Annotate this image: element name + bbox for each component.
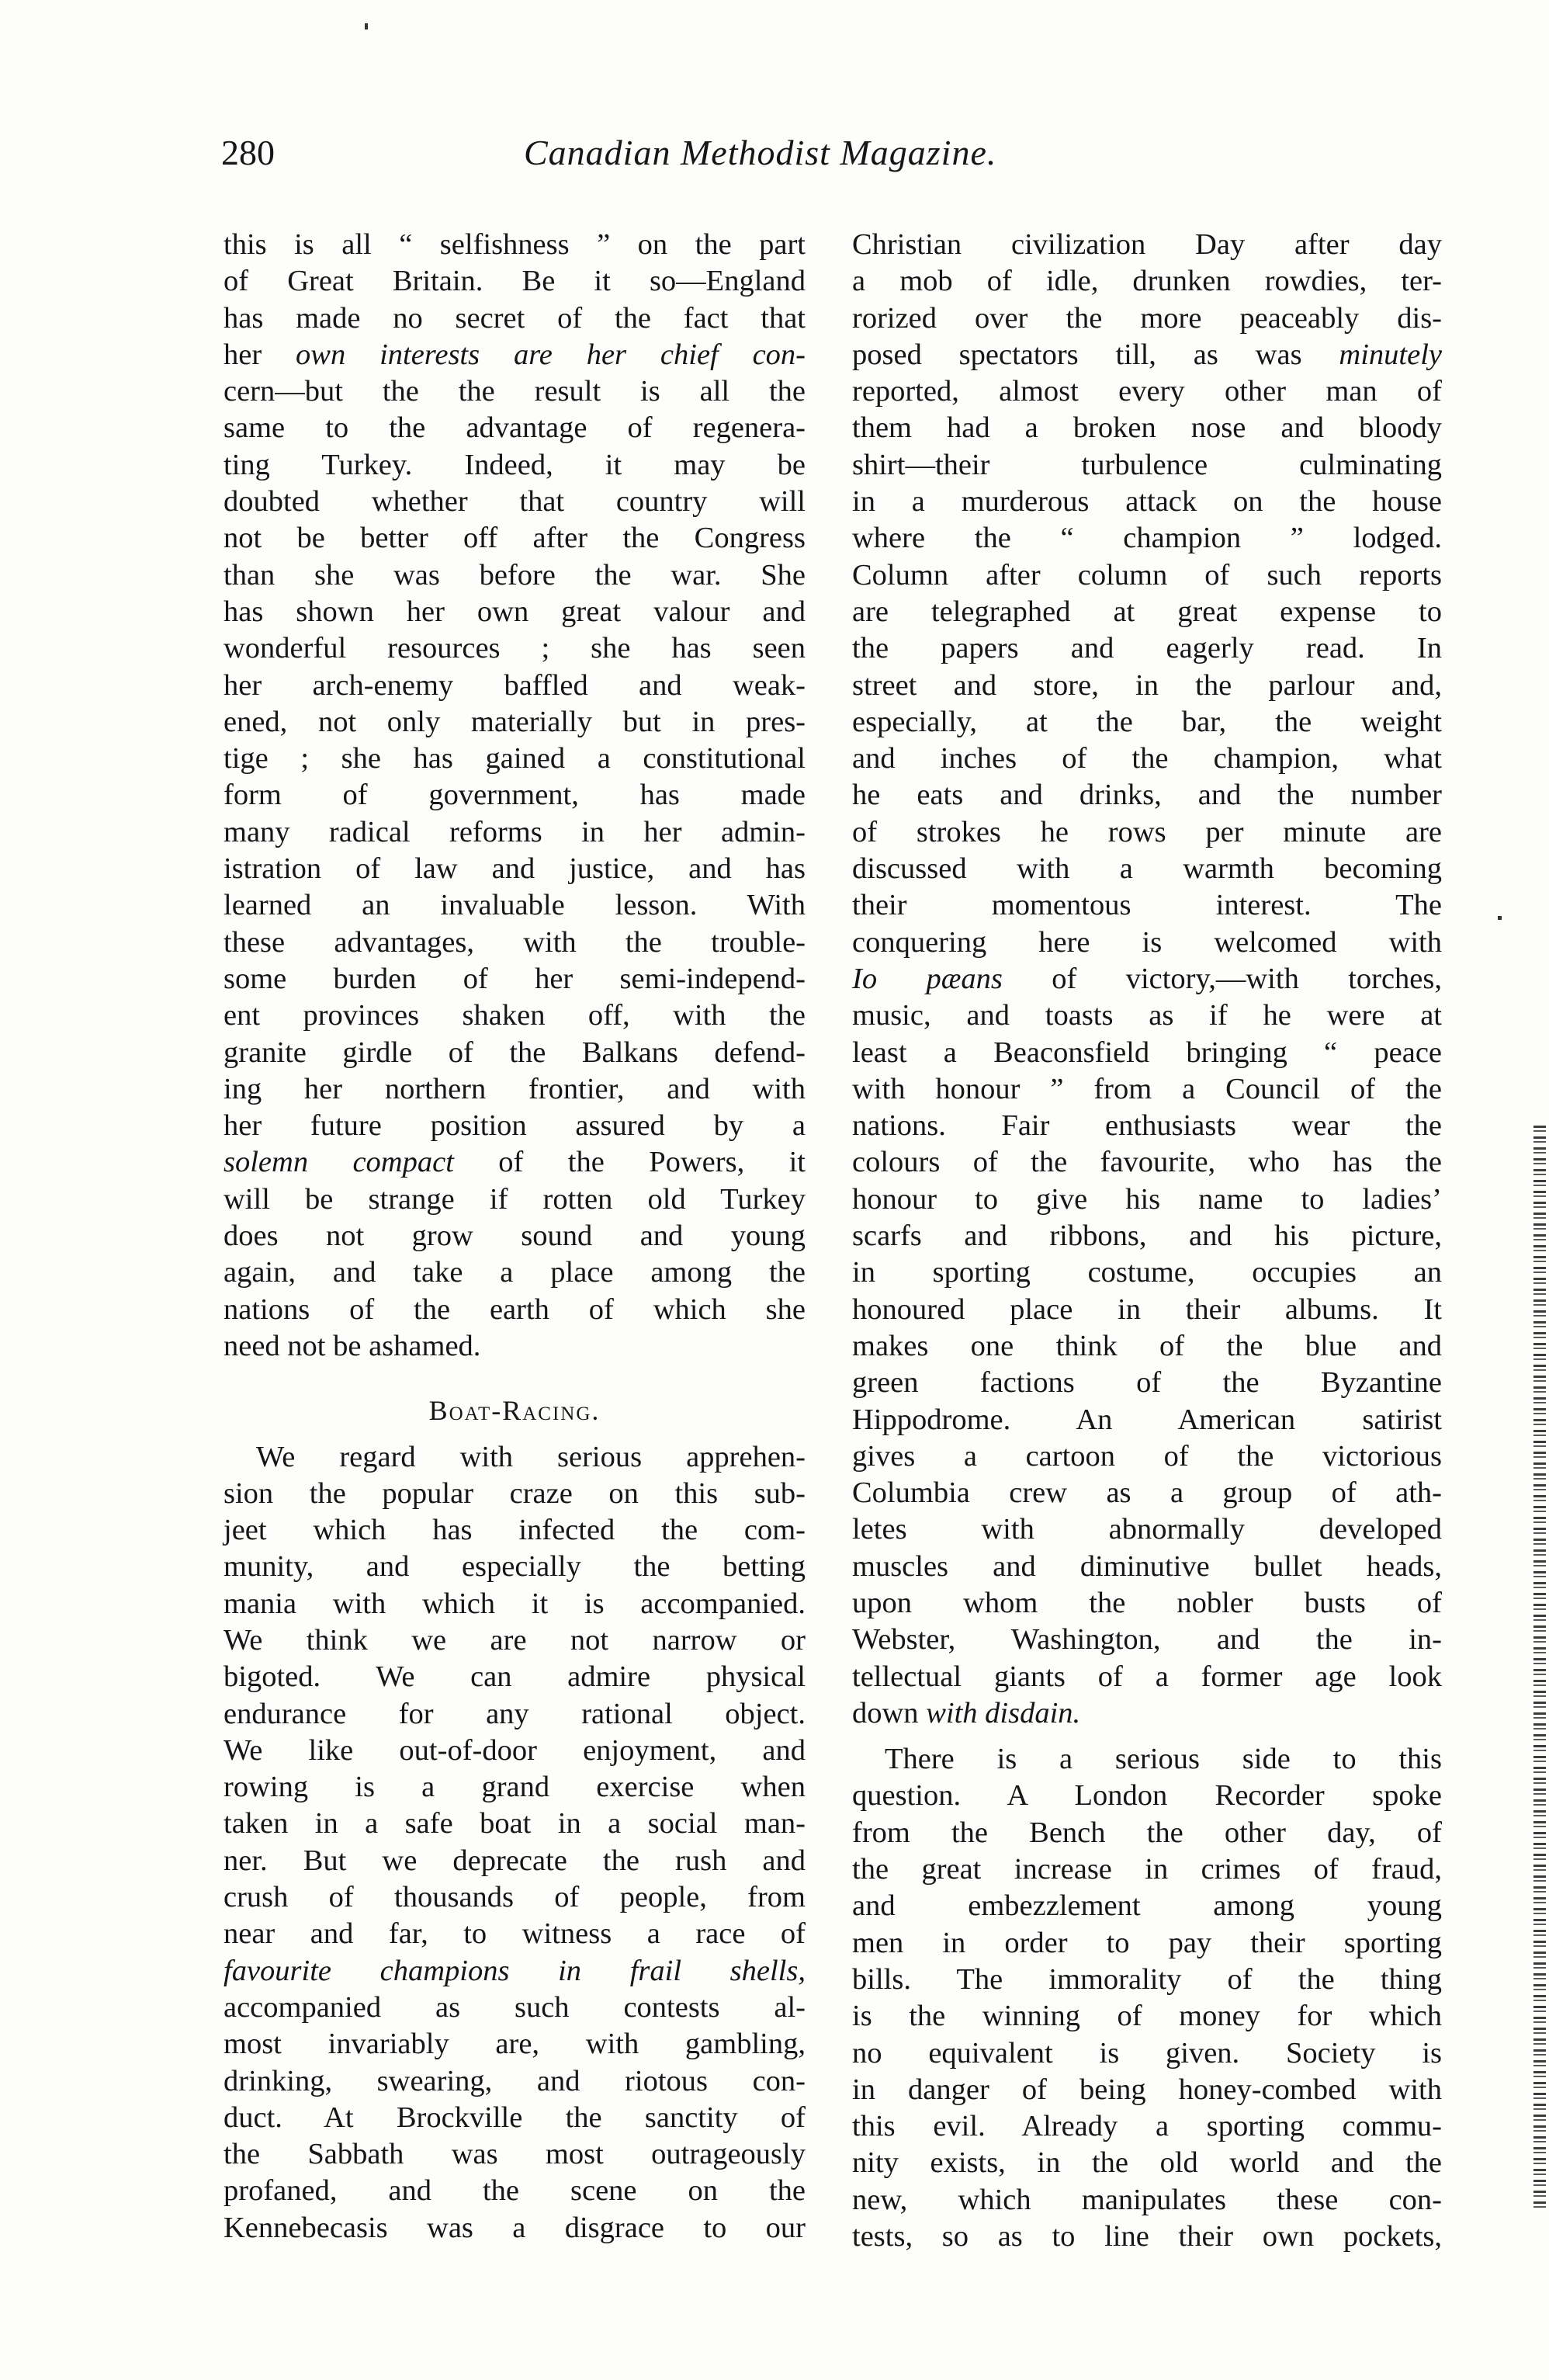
text-line: ened, not only materially but in pres- [224,705,806,738]
text-line: not be better off after the Congress [224,522,806,555]
text-line: he eats and drinks, and the number [852,779,1442,812]
text-line: the great increase in crimes of fraud, [852,1853,1442,1886]
text-line: her arch-enemy baffled and weak- [224,668,806,702]
emphasis: with disdain. [926,1696,1081,1729]
text-line: rowing is a grand exercise when [224,1771,806,1804]
text-line: ting Turkey. Indeed, it may be [224,448,806,481]
text-line: are telegraphed at great expense to [852,595,1442,628]
paragraph [224,227,806,1365]
text-line: honoured place in their albums. It [852,1292,1442,1326]
text-line: Columbia crew as a group of ath- [852,1476,1442,1510]
text-line: We like out-of-door enjoyment, and [224,1733,806,1767]
text-line: tige ; she has gained a constitutional [224,742,806,775]
text-line: than she was before the war. She [224,558,806,592]
text-line: has shown her own great valour and [224,595,806,628]
text-line: down with disdain. [852,1696,1081,1729]
emphasis: solemn compact [224,1146,454,1179]
text-line: bigoted. We can admire physical [224,1660,806,1694]
text-line: this evil. Already a sporting commu- [852,2110,1442,2143]
text-line: in a murderous attack on the house [852,485,1442,519]
text-line: nity exists, in the old world and the [852,2146,1442,2180]
text-line: same to the advantage of regenera- [224,411,806,445]
text-line: ent provinces shaken off, with the [224,999,806,1032]
text-line: least a Beaconsfield bringing “ peace [852,1036,1442,1069]
running-head [221,132,1183,186]
section-heading: Boat-Racing. [428,1395,601,1427]
text-line: letes with abnormally developed [852,1513,1442,1546]
text-line: sion the popular craze on this sub- [224,1476,806,1510]
paragraph [224,1439,806,2247]
text-line: We regard with serious apprehen- [256,1440,806,1473]
scan-edge-marks [1533,1126,1546,2212]
text-line: their momentous interest. The [852,889,1442,922]
text-line: istration of law and justice, and has [224,852,806,886]
right-column [852,227,1442,2255]
text-line: these advantages, with the trouble- [224,925,806,959]
text-line: Webster, Washington, and the in- [852,1623,1442,1657]
paragraph-gap [224,1430,806,1439]
text-line: in danger of being honey-combed with [852,2073,1442,2106]
text-line: tests, so as to line their own pockets, [852,2220,1442,2253]
text-line: solemn compact of the Powers, it [224,1146,806,1179]
paragraph-gap [852,1732,1442,1741]
text-line: and inches of the champion, what [852,742,1442,775]
text-line: discussed with a warmth becoming [852,852,1442,886]
text-line: munity, and especially the betting [224,1550,806,1584]
emphasis: Io pæans [852,962,1003,995]
journal-title: Canadian Methodist Magazine. [524,133,997,172]
text-line: her future position assured by a [224,1109,806,1143]
text-line: tellectual giants of a former age look [852,1660,1442,1693]
text-line: the papers and eagerly read. In [852,632,1442,665]
text-line: drinking, swearing, and riotous con- [224,2064,806,2097]
text-line: honour to give his name to ladies’ [852,1182,1442,1216]
paragraph-gap [224,1365,806,1393]
text-line: reported, almost every other man of [852,375,1442,408]
text-line: ing her northern frontier, and with [224,1072,806,1105]
text-line: Hippodrome. An American satirist [852,1403,1442,1436]
text-line: and embezzlement among young [852,1889,1442,1923]
text-line: nations of the earth of which she [224,1292,806,1326]
text-line: with honour ” from a Council of the [852,1072,1442,1105]
text-line [224,1953,806,1990]
text-line: the Sabbath was most outrageously [224,2138,806,2171]
text-line: of strokes he rows per minute are [852,815,1442,848]
text-line: taken in a safe boat in a social man- [224,1807,806,1841]
text-line: some burden of her semi-independ- [224,962,806,995]
text-line: in sporting costume, occupies an [852,1256,1442,1289]
text-line: of Great Britain. Be it so—England [224,265,806,298]
text-line: conquering here is welcomed with [852,925,1442,959]
text-line: nations. Fair enthusiasts wear the [852,1109,1442,1143]
text-line: makes one think of the blue and [852,1329,1442,1362]
text-line: profaned, and the scene on the [224,2174,806,2208]
text-line: wonderful resources ; she has seen [224,632,806,665]
left-column [224,227,806,2246]
text-line: this is all “ selfishness ” on the part [224,228,806,261]
text-line: street and store, in the parlour and, [852,668,1442,702]
text-line: rorized over the more peaceably dis- [852,301,1442,335]
emphasis: own interests are her chief con- [296,338,806,371]
text-line: Column after column of such reports [852,558,1442,592]
text-line: jeet which has infected the com- [224,1514,806,1547]
text-line: bills. The immorality of the thing [852,1962,1442,1996]
text-line: most invariably are, with gambling, [224,2028,806,2061]
text-line: question. A London Recorder spoke [852,1779,1442,1813]
text-line: where the “ champion ” lodged. [852,522,1442,555]
text-line: upon whom the nobler busts of [852,1586,1442,1619]
text-line: many radical reforms in her admin- [224,815,806,848]
text-line: ner. But we deprecate the rush and [224,1844,806,1877]
text-line: gives a cartoon of the victorious [852,1439,1442,1473]
text-line: learned an invaluable lesson. With [224,889,806,922]
text-line: Christian civilization Day after day [852,228,1442,261]
text-line: crush of thousands of people, from [224,1881,806,1914]
text-line: a mob of idle, drunken rowdies, ter- [852,265,1442,298]
text-line: There is a serious side to this [885,1743,1442,1776]
text-line: need not be ashamed. [224,1329,481,1362]
text-line: granite girdle of the Balkans defend- [224,1036,806,1069]
emphasis: favourite champions in frail shells, [224,1954,806,1987]
text-line: shirt—their turbulence culminating [852,448,1442,481]
text-line: cern—but the the result is all the [224,375,806,408]
text-line: men in order to pay their sporting [852,1926,1442,1959]
text-line: no equivalent is given. Society is [852,2036,1442,2069]
text-line: especially, at the bar, the weight [852,705,1442,738]
text-line: them had a broken nose and bloody [852,411,1442,445]
scan-speck [1498,916,1502,920]
text-line: green factions of the Byzantine [852,1366,1442,1400]
page-number: 280 [221,133,275,172]
text-line: accompanied as such contests al- [224,1990,806,2024]
text-line: again, and take a place among the [224,1256,806,1289]
text-line: muscles and diminutive bullet heads, [852,1549,1442,1583]
paragraph [852,227,1442,1732]
emphasis: minutely [1339,338,1442,371]
text-line: Kennebecasis was a disgrace to our [224,2211,806,2244]
text-line: her own interests are her chief con- [224,338,806,371]
text-line: posed spectators till, as was minutely [852,338,1442,371]
text-line: colours of the favourite, who has the [852,1146,1442,1179]
text-line: doubted whether that country will [224,485,806,519]
paragraph [852,1741,1442,2255]
text-line: near and far, to witness a race of [224,1917,806,1951]
text-line: duct. At Brockville the sanctity of [224,2101,806,2134]
text-line: music, and toasts as if he were at [852,999,1442,1032]
text-line: is the winning of money for which [852,2000,1442,2033]
text-line: from the Bench the other day, of [852,1816,1442,1849]
text-line: form of government, has made [224,779,806,812]
text-line: mania with which it is accompanied. [224,1587,806,1620]
text-line: new, which manipulates these con- [852,2183,1442,2216]
scan-speck [365,23,368,29]
text-line: will be strange if rotten old Turkey [224,1182,806,1216]
text-line: endurance for any rational object. [224,1697,806,1730]
text-line: has made no secret of the fact that [224,301,806,335]
text-line: Io pæans of victory,—with torches, [852,962,1443,995]
text-line: scarfs and ribbons, and his picture, [852,1219,1442,1253]
text-line: We think we are not narrow or [224,1623,806,1657]
text-line: does not grow sound and young [224,1219,806,1253]
